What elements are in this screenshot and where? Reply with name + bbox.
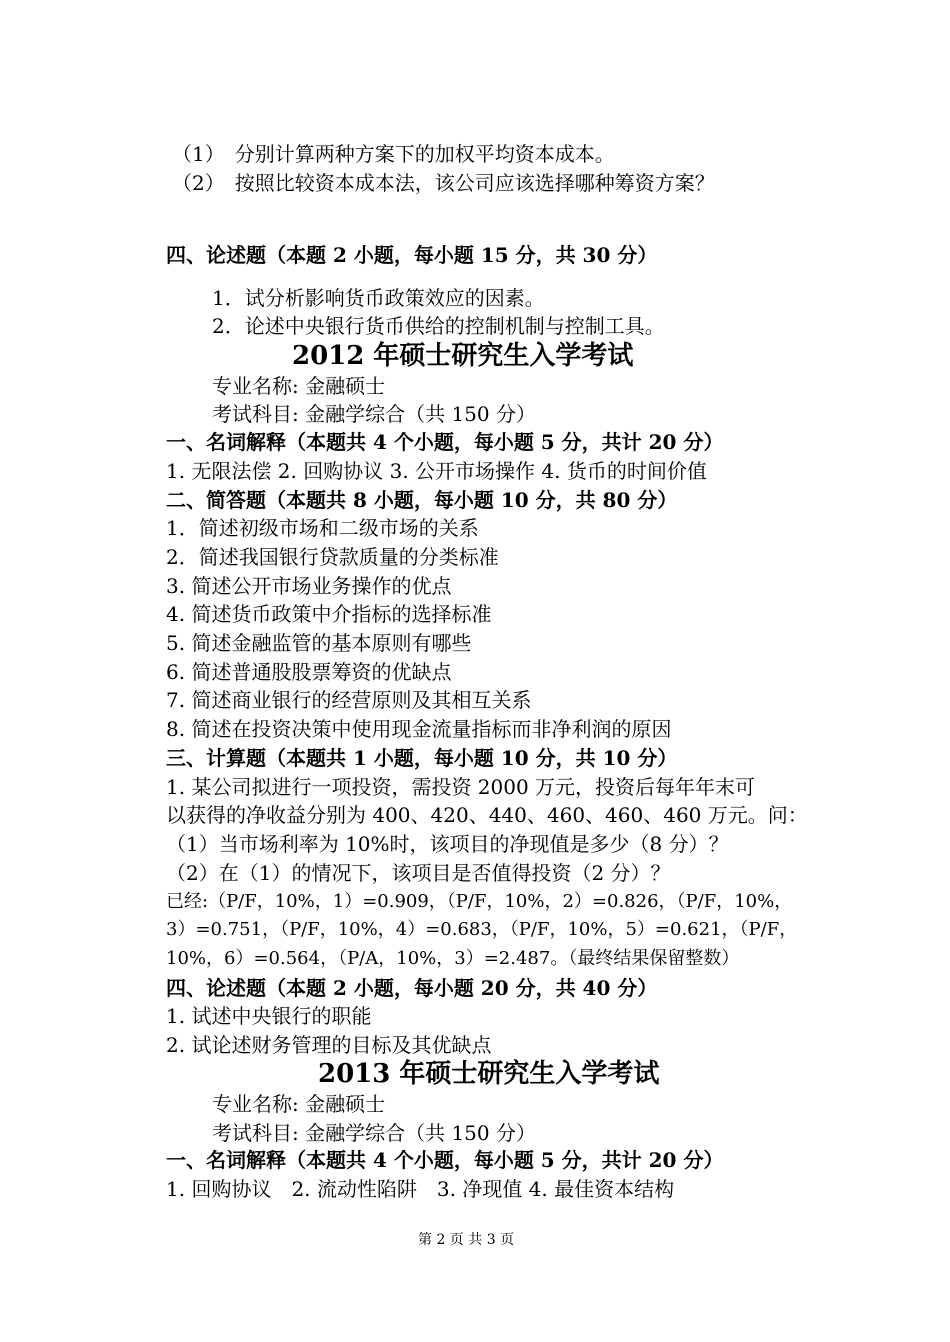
list-item: 2. 试论述财务管理的目标及其优缺点 bbox=[166, 1033, 492, 1057]
paragraph-line: 已经:（P/F，10%，1）=0.909，（P/F，10%，2）=0.826，（P/F，10%， bbox=[166, 891, 793, 912]
major-name: 专业名称: 金融硕士 bbox=[212, 374, 386, 398]
list-item: 1．简述初级市场和二级市场的关系 bbox=[166, 516, 479, 540]
question-2: （2） 按照比较资本成本法，该公司应该选择哪种筹资方案？ bbox=[172, 171, 715, 195]
section-heading: 二、简答题（本题共 8 小题，每小题 10 分，共 80 分） bbox=[166, 488, 678, 512]
paragraph-line: 1. 某公司拟进行一项投资，需投资 2000 万元，投资后每年年末可 bbox=[166, 775, 756, 799]
list-item: 7. 简述商业银行的经营原则及其相互关系 bbox=[166, 688, 532, 712]
question-1: （1） 分别计算两种方案下的加权平均资本成本。 bbox=[172, 142, 615, 166]
list-item: 1．试分析影响货币政策效应的因素。 bbox=[212, 286, 545, 310]
list-item: 2．论述中央银行货币供给的控制机制与控制工具。 bbox=[212, 314, 665, 338]
section-heading: 一、名词解释（本题共 4 个小题，每小题 5 分，共计 20 分） bbox=[166, 430, 724, 454]
list-item: 1. 试述中央银行的职能 bbox=[166, 1004, 372, 1028]
section-heading: 三、计算题（本题共 1 小题，每小题 10 分，共 10 分） bbox=[166, 746, 678, 770]
list-item: 8. 简述在投资决策中使用现金流量指标而非净利润的原因 bbox=[166, 717, 672, 741]
exam-title-2013: 2013 年硕士研究生入学考试 bbox=[318, 1059, 660, 1089]
exam-subject: 考试科目: 金融学综合（共 150 分） bbox=[212, 1121, 536, 1145]
exam-subject: 考试科目: 金融学综合（共 150 分） bbox=[212, 402, 536, 426]
paragraph-line: 10%，6）=0.564，（P/A，10%，3）=2.487。（最终结果保留整数） bbox=[166, 948, 740, 969]
list-item: 5. 简述金融监管的基本原则有哪些 bbox=[166, 631, 472, 655]
list-item: 1. 回购协议 2. 流动性陷阱 3. 净现值 4. 最佳资本结构 bbox=[166, 1177, 675, 1201]
list-item: 1. 无限法偿 2. 回购协议 3. 公开市场操作 4. 货币的时间价值 bbox=[166, 459, 707, 483]
paragraph-line: （2）在（1）的情况下，该项目是否值得投资（2 分）？ bbox=[166, 861, 671, 885]
section-heading: 四、论述题（本题 2 小题，每小题 20 分，共 40 分） bbox=[166, 976, 658, 1000]
list-item: 2．简述我国银行贷款质量的分类标准 bbox=[166, 545, 499, 569]
list-item: 4. 简述货币政策中介指标的选择标准 bbox=[166, 602, 492, 626]
paragraph-line: （1）当市场利率为 10%时，该项目的净现值是多少（8 分）？ bbox=[166, 832, 729, 856]
exam-title-2012: 2012 年硕士研究生入学考试 bbox=[292, 341, 634, 371]
section-heading: 四、论述题（本题 2 小题，每小题 15 分，共 30 分） bbox=[166, 243, 658, 267]
list-item: 6. 简述普通股股票筹资的优缺点 bbox=[166, 660, 452, 684]
paragraph-line: 3）=0.751，（P/F，10%，4）=0.683，（P/F，10%，5）=0.621，（P/F， bbox=[166, 919, 798, 940]
section-heading: 一、名词解释（本题共 4 个小题，每小题 5 分，共计 20 分） bbox=[166, 1148, 724, 1172]
list-item: 3. 简述公开市场业务操作的优点 bbox=[166, 574, 452, 598]
major-name: 专业名称: 金融硕士 bbox=[212, 1092, 386, 1116]
paragraph-line: 以获得的净收益分别为 400、420、440、460、460、460 万元。问： bbox=[166, 803, 808, 827]
page-number: 第 2 页 共 3 页 bbox=[418, 1232, 515, 1248]
